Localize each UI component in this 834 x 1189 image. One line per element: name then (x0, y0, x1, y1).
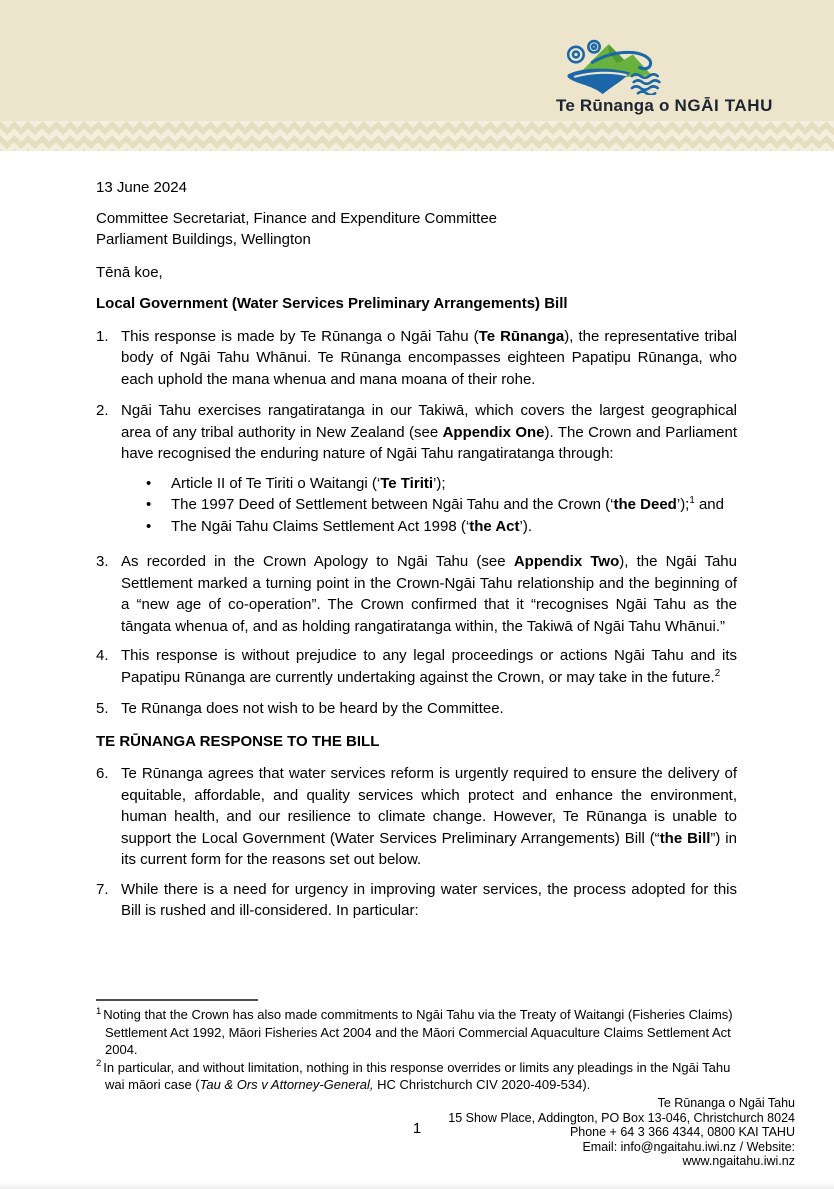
item-text: Te Rūnanga agrees that water services reform is urgently required to ensure the delivery of equitable, affordable, and quality services which protect and enhance the environment, human health, and our resilience to climate change. However, Te Rūnanga is unable to support the Local Government (Water Services Preliminary Arrangements) Bill (“the Bill”) in its current form for the reasons set out below. (121, 765, 737, 868)
footnote-text: Noting that the Crown has also made commitments to Ngāi Tahu via the Treaty of Waitangi (Fisheries Claims) Settlement Act 1992, Māori Fisheries Act 2004 and the Māori Commercial Aquaculture Claims Settlement Act 2004. (103, 1007, 733, 1057)
bullet-text: Article II of Te Tiriti o Waitangi (‘Te Tiriti’); (171, 474, 446, 492)
item-number: 3. (96, 553, 109, 570)
recipient-address-line: Parliament Buildings, Wellington (96, 231, 311, 248)
page-bottom-edge (0, 1182, 834, 1189)
numbered-item-1 (96, 326, 737, 391)
bullet-glyph: • (146, 496, 152, 513)
letter-date: 13 June 2024 (96, 179, 187, 196)
footnote-separator (96, 999, 258, 1001)
numbered-item-4 (96, 645, 737, 688)
logo-wordmark-regular: Te Rūnanga o (556, 96, 675, 115)
item-number: 4. (96, 647, 109, 664)
footer-line: www.ngaitahu.iwi.nz (682, 1154, 795, 1169)
bullet-item (146, 494, 737, 516)
recipient-address (96, 208, 737, 251)
footer-line: Phone + 64 3 366 4344, 0800 KAI TAHU (569, 1125, 795, 1140)
numbered-item-3 (96, 551, 737, 637)
item-number: 6. (96, 765, 109, 782)
ngai-tahu-logo (556, 33, 796, 116)
item-text: As recorded in the Crown Apology to Ngāi Tahu (see Appendix Two), the Ngāi Tahu Settlement marked a turning point in the Crown-Ngāi Tahu relationship and the beginning of a “new age of co-operation”. The Crown confirmed that it “recognises Ngāi Tahu as the tāngata whenua of, and as holding rangatiratanga within, the Takiwā of Ngāi Tahu Whānui.” (121, 553, 737, 635)
recipient-address-line: Committee Secretariat, Finance and Expenditure Committee (96, 209, 498, 227)
bullet-item (146, 516, 737, 538)
numbered-item-5 (96, 698, 737, 720)
footnote-2 (96, 1059, 737, 1094)
bullet-text: The Ngāi Tahu Claims Settlement Act 1998 (‘the Act’). (171, 517, 532, 535)
item-text: While there is a need for urgency in improving water services, the process adopted for this Bill is rushed and ill-considered. In particular: (121, 880, 737, 919)
footer-line: Te Rūnanga o Ngāi Tahu (657, 1096, 795, 1110)
footnote-text: In particular, and without limitation, nothing in this response overrides or limits any pleadings in the Ngāi Tahu wai māori case (Tau & Ors v Attorney-General, HC Christchurch CIV 2020-409-534). (103, 1059, 731, 1092)
item-number: 2. (96, 402, 109, 419)
footer-line: Email: info@ngaitahu.iwi.nz / Website: (582, 1139, 795, 1154)
footer-line: 15 Show Place, Addington, PO Box 13-046, Christchurch 8024 (448, 1110, 795, 1125)
item-number: 5. (96, 700, 109, 717)
logo-wordmark (556, 96, 796, 116)
numbered-item-2 (96, 400, 737, 465)
footnote-marker: 1 (96, 1005, 102, 1017)
logo-wordmark-bold: NGĀI TAHU (674, 96, 774, 115)
subject-line: Local Government (Water Services Preliminary Arrangements) Bill (96, 295, 568, 312)
page-number: 1 (412, 1120, 422, 1137)
bullet-list (146, 473, 737, 538)
bullet-text: The 1997 Deed of Settlement between Ngāi Tahu and the Crown (‘the Deed’);$^1$ and (171, 495, 724, 513)
item-number: 1. (96, 327, 109, 345)
footnotes (96, 999, 737, 1094)
numbered-item-6 (96, 763, 737, 871)
item-text: This response is made by Te Rūnanga o Ngāi Tahu (Te Rūnanga), the representative tribal body of Ngāi Tahu Whānui. Te Rūnanga encompasses eighteen Papatipu Rūnanga, who each uphold the mana whenua and mana moana of their rohe. (121, 327, 737, 388)
item-number: 7. (96, 880, 109, 898)
footnote-1 (96, 1006, 737, 1059)
salutation: Tēnā koe, (96, 263, 163, 281)
ngai-tahu-logo-icon (560, 33, 678, 95)
item-text: This response is without prejudice to any legal proceedings or actions Ngāi Tahu and its Papatipu Rūnanga are currently undertaking against the Crown, or may take in the future.$^2$ (121, 647, 737, 686)
tukutuku-pattern-border (0, 121, 834, 151)
bullet-glyph: • (146, 517, 152, 535)
item-text: Ngāi Tahu exercises rangatiratanga in our Takiwā, which covers the largest geographical area of any tribal authority in New Zealand (see Appendix One). The Crown and Parliament have recognised the enduring nature of Ngāi Tahu rangatiratanga through: (121, 402, 737, 462)
letter-body (0, 151, 834, 922)
bullet-glyph: • (146, 474, 152, 492)
header-band (0, 0, 834, 121)
footnote-marker: 2 (96, 1058, 102, 1070)
numbered-item-7 (96, 879, 737, 922)
item-text: Te Rūnanga does not wish to be heard by the Committee. (121, 700, 504, 717)
bullet-item (146, 473, 737, 495)
section-heading: TE RŪNANGA RESPONSE TO THE BILL (96, 732, 380, 750)
